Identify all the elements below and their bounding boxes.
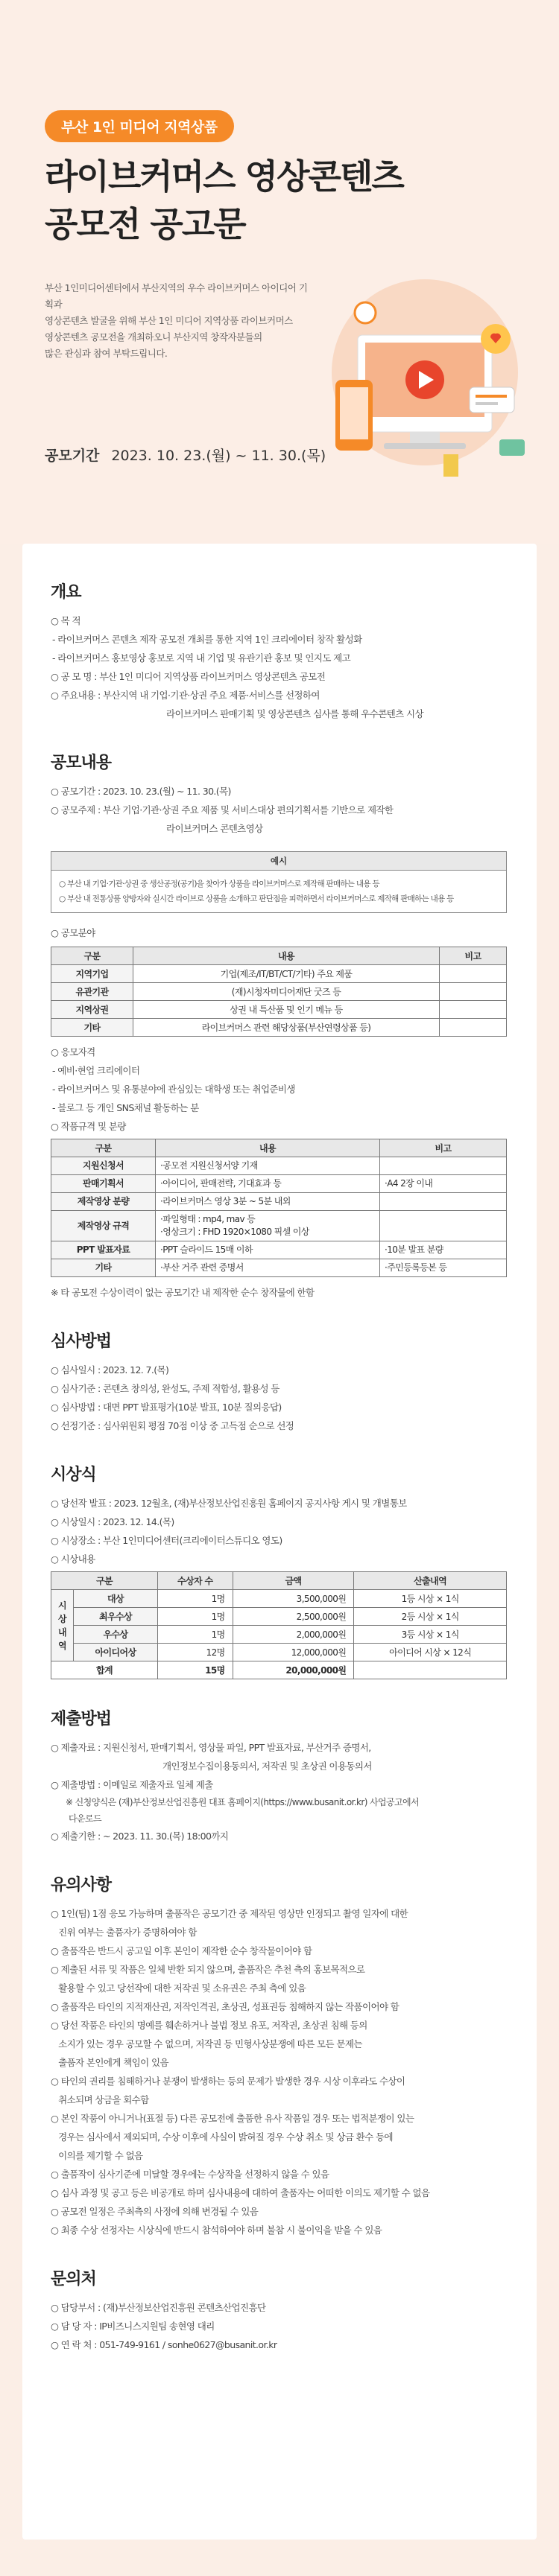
hero-banner bbox=[0, 0, 559, 544]
caution-line: 취소되며 상금을 회수함 bbox=[51, 2094, 149, 2105]
table-cell: 상권 내 특산품 및 인기 메뉴 등 bbox=[133, 1001, 440, 1019]
table-row bbox=[51, 1644, 507, 1661]
table-cell: 12,000,000원 bbox=[233, 1644, 354, 1661]
smartphone-screen bbox=[340, 387, 368, 439]
table-header: 구분 bbox=[51, 1572, 158, 1590]
table-cell: 제작영상 규격 bbox=[51, 1211, 156, 1241]
like-bubble-icon bbox=[355, 302, 376, 323]
contents-line: ○ 공모주제 : 부산 기업·기관·상권 주요 제품 및 서비스대상 편의기획서를 기반으로 제작한 bbox=[51, 804, 394, 815]
section-title: 시상식 bbox=[51, 1466, 96, 1484]
table-cell: 유관기관 bbox=[51, 983, 133, 1001]
chat-line-icon bbox=[476, 395, 507, 398]
prize-table bbox=[51, 1571, 507, 1679]
table-row bbox=[51, 1241, 507, 1259]
submit-line: ○ 제출기한 : ~ 2023. 11. 30.(목) 18:00까지 bbox=[51, 1831, 229, 1842]
table-row bbox=[51, 1626, 507, 1644]
table-row bbox=[51, 1608, 507, 1626]
contact-section bbox=[51, 2266, 507, 2354]
table-cell: 기타 bbox=[51, 1019, 133, 1037]
table-header: 내용 bbox=[156, 1139, 380, 1157]
award-line: ○ 시상내용 bbox=[51, 1553, 95, 1565]
chat-line-icon bbox=[476, 402, 498, 405]
submit-note: 다운로드 bbox=[69, 1813, 101, 1824]
caution-line: 소지가 있는 경우 공모할 수 없으며, 저작권 등 민형사상분쟁에 따른 모든 문제는 bbox=[51, 2038, 362, 2049]
submit-section bbox=[51, 1706, 507, 1845]
period-label: 공모기간 bbox=[45, 448, 100, 464]
table-row bbox=[51, 1211, 507, 1241]
table-cell: 지역상권 bbox=[51, 1001, 133, 1019]
table-cell bbox=[380, 1211, 507, 1241]
section-title: 심사방법 bbox=[51, 1332, 112, 1351]
table-row bbox=[51, 1019, 507, 1037]
table-cell: 기타 bbox=[51, 1259, 156, 1277]
table-header: 구분 bbox=[51, 1139, 156, 1157]
target-line: - 블로그 등 개인 SNS채널 활동하는 분 bbox=[52, 1102, 199, 1113]
review-line: ○ 심사일시 : 2023. 12. 7.(목) bbox=[51, 1364, 169, 1376]
intro-text bbox=[45, 280, 313, 362]
table-cell: ·주민등록등본 등 bbox=[380, 1259, 507, 1277]
table-cell: 2등 시상 × 1식 bbox=[354, 1608, 507, 1626]
table-cell: 우수상 bbox=[74, 1626, 158, 1644]
table-row bbox=[51, 983, 507, 1001]
table-cell bbox=[440, 1019, 507, 1037]
table-cell: ·아이디어, 판매전략, 기대효과 등 bbox=[156, 1175, 380, 1193]
example-line: ○ 부산 내 기업·기관·상권 중 생산공정(공기)을 찾아가 상품을 라이브커머스로 제작해 판매하는 내용 등 bbox=[59, 880, 379, 888]
example-title: 예시 bbox=[51, 852, 506, 871]
table-cell bbox=[440, 983, 507, 1001]
table-cell: 3등 시상 × 1식 bbox=[354, 1626, 507, 1644]
example-box bbox=[51, 851, 507, 913]
award-section bbox=[51, 1462, 507, 1679]
intro-line: 영상콘텐츠 발굴을 위해 부산 1인 미디어 지역상품 라이브커머스 bbox=[45, 315, 293, 326]
spec-table bbox=[51, 1139, 507, 1277]
overview-line: ○ 목 적 bbox=[51, 615, 81, 626]
table-cell: 1명 bbox=[157, 1590, 233, 1608]
table-cell: ·공모전 지원신청서양 기재 bbox=[156, 1157, 380, 1175]
caution-line: ○ 공모전 일정은 주최측의 사정에 의해 변경될 수 있음 bbox=[51, 2206, 259, 2217]
title-line-1: 라이브커머스 영상콘텐츠 bbox=[45, 156, 403, 197]
overview-line: - 라이브커머스 홍보영상 홍보로 지역 내 기업 및 유관기관 홍보 및 인지도 제고 bbox=[52, 652, 351, 664]
table-cell: 2,000,000원 bbox=[233, 1626, 354, 1644]
table-row bbox=[51, 1590, 507, 1608]
intro-line: 부산 1인미디어센터에서 부산지역의 우수 라이브커머스 아이디어 기획과 bbox=[45, 282, 308, 310]
section-title: 개요 bbox=[51, 583, 81, 602]
table-header: 비고 bbox=[440, 947, 507, 965]
contents-line: ○ 공모기간 : 2023. 10. 23.(월) ~ 11. 30.(목) bbox=[51, 786, 231, 797]
shopping-bag-icon bbox=[499, 439, 525, 456]
table-cell: 아이디어 시상 × 12식 bbox=[354, 1644, 507, 1661]
table-row bbox=[51, 1259, 507, 1277]
period-value: 2023. 10. 23.(월) ~ 11. 30.(목) bbox=[111, 448, 326, 464]
live-commerce-illustration bbox=[313, 268, 537, 492]
caution-line: 이의를 제기할 수 없음 bbox=[51, 2150, 143, 2161]
table-cell: PPT 발표자료 bbox=[51, 1241, 156, 1259]
table-cell: 아이디어상 bbox=[74, 1644, 158, 1661]
table-cell: 1등 시상 × 1식 bbox=[354, 1590, 507, 1608]
table-cell: 3,500,000원 bbox=[233, 1590, 354, 1608]
section-title: 문의처 bbox=[51, 2270, 96, 2289]
contact-line: ○ 연 락 처 : 051-749-9161 / sonhe0627@busanit.or.kr bbox=[51, 2339, 277, 2350]
table-cell: 20,000,000원 bbox=[233, 1661, 354, 1679]
caution-line: 출품자 본인에게 책임이 있음 bbox=[51, 2057, 168, 2068]
table-cell: 기업(제조/IT/BT/CT/기타) 주요 제품 bbox=[133, 965, 440, 983]
table-row bbox=[51, 1157, 507, 1175]
table-cell: ·파일형태 : mp4, mav 등 ·영상크기 : FHD 1920×1080 픽셀 이상 bbox=[156, 1211, 380, 1241]
table-cell: 대상 bbox=[74, 1590, 158, 1608]
table-row bbox=[51, 1175, 507, 1193]
table-cell: 최우수상 bbox=[74, 1608, 158, 1626]
table-cell: 1명 bbox=[157, 1626, 233, 1644]
example-line: ○ 부산 내 전통상품 양방자와 실시간 라이브로 상품을 소개하고 판단점을 피력하면서 라이브커머스로 제작해 판매하는 내용 등 bbox=[59, 894, 454, 903]
spec-label: ○ 작품규격 및 분량 bbox=[51, 1121, 126, 1132]
table-cell bbox=[380, 1157, 507, 1175]
table-cell: ·10분 발표 분량 bbox=[380, 1241, 507, 1259]
target-line: - 예비·현업 크리에이터 bbox=[52, 1065, 140, 1076]
table-header: 구분 bbox=[51, 947, 133, 965]
table-cell: 지원신청서 bbox=[51, 1157, 156, 1175]
submit-line: 개인정보수집이용동의서, 저작권 및 초상권 이용동의서 bbox=[162, 1761, 372, 1772]
caution-line: 경우는 심사에서 제외되며, 수상 이후에 사실이 밝혀질 경우 수상 취소 및 상금 환수 등에 bbox=[51, 2131, 393, 2143]
table-cell: ·라이브커머스 영상 3분 ~ 5분 내외 bbox=[156, 1193, 380, 1211]
announcement-card bbox=[22, 544, 537, 2540]
table-header: 산출내역 bbox=[354, 1572, 507, 1590]
prize-group-label: 시 상 내 역 bbox=[51, 1590, 74, 1661]
table-cell: 1명 bbox=[157, 1608, 233, 1626]
table-cell: ·부산 거주 관련 증명서 bbox=[156, 1259, 380, 1277]
table-cell bbox=[380, 1193, 507, 1211]
caution-line: ○ 제출된 서류 및 작품은 일체 반환 되지 않으며, 출품작은 추천 측의 홍보목적으로 bbox=[51, 1964, 365, 1975]
contents-section bbox=[51, 750, 507, 1302]
caution-line: 진위 여부는 출품자가 증명하여야 함 bbox=[51, 1927, 197, 1938]
intro-line: 영상콘텐츠 공모전을 개최하오니 부산지역 창작자분들의 bbox=[45, 331, 262, 343]
caution-line: ○ 1인(팀) 1점 응모 가능하며 출품작은 공모기간 중 제작된 영상만 인정되고 촬영 일자에 대한 bbox=[51, 1908, 408, 1919]
table-cell: 합계 bbox=[51, 1661, 158, 1679]
field-label: ○ 공모분야 bbox=[51, 927, 95, 938]
section-title: 유의사항 bbox=[51, 1876, 112, 1895]
table-header: 수상자 수 bbox=[157, 1572, 233, 1590]
table-cell: 2,500,000원 bbox=[233, 1608, 354, 1626]
intro-line: 많은 관심과 참여 부탁드립니다. bbox=[45, 348, 168, 359]
submit-note: ※ 신청양식은 (재)부산정보산업진흥원 대표 홈페이지(https://www.busanit.or.kr) 사업공고에서 bbox=[66, 1797, 419, 1807]
caution-list bbox=[51, 1904, 507, 2239]
table-total-row bbox=[51, 1661, 507, 1679]
contest-period bbox=[45, 445, 326, 465]
monitor-base bbox=[384, 443, 466, 449]
caution-line: ○ 출품작은 타인의 지적재산권, 저작인격권, 초상권, 성표권등 침해하지 않는 작품이어야 함 bbox=[51, 2001, 399, 2012]
caution-line: ○ 타인의 권리를 침해하거나 분쟁이 발생하는 등의 문제가 발생한 경우 시상 이후라도 수상이 bbox=[51, 2076, 405, 2087]
review-line: ○ 선정기준 : 심사위원회 평점 70점 이상 중 고득점 순으로 선정 bbox=[51, 1420, 294, 1431]
contact-line: ○ 담 당 자 : IP비즈니스지원팀 송현영 대리 bbox=[51, 2321, 215, 2332]
table-cell: ·PPT 슬라이드 15매 이하 bbox=[156, 1241, 380, 1259]
chat-bubble-icon bbox=[470, 387, 514, 413]
overview-line: - 라이브커머스 콘텐츠 제작 공모전 개최를 통한 지역 1인 크리에이터 창작 활성화 bbox=[52, 634, 362, 645]
caution-line: ○ 출품작은 반드시 공고일 이후 본인이 제작한 순수 창작물이어야 함 bbox=[51, 1945, 312, 1956]
overview-line: ○ 주요내용 : 부산지역 내 기업·기관·상권 주요 제품·서비스를 선정하여 bbox=[51, 690, 320, 701]
review-line: ○ 심사기준 : 콘텐츠 창의성, 완성도, 주제 적합성, 활용성 등 bbox=[51, 1383, 280, 1394]
table-cell: 지역기업 bbox=[51, 965, 133, 983]
spec-note: ※ 타 공모전 수상이력이 없는 공모기간 내 제작한 순수 창작물에 한함 bbox=[51, 1287, 315, 1298]
table-cell bbox=[354, 1661, 507, 1679]
award-line: ○ 당선작 발표 : 2023. 12월초, (재)부산정보산업진흥원 홈페이지 공지사항 게시 및 개별통보 bbox=[51, 1498, 407, 1509]
submit-line: ○ 제출자료 : 지원신청서, 판매기획서, 영상물 파일, PPT 발표자료, 부산거주 증명서, bbox=[51, 1742, 371, 1753]
table-cell: ·A4 2장 이내 bbox=[380, 1175, 507, 1193]
submit-line: ○ 제출방법 : 이메일로 제출자료 일체 제출 bbox=[51, 1779, 213, 1790]
target-line: - 라이브커머스 및 유통분야에 관심있는 대학생 또는 취업준비생 bbox=[52, 1084, 295, 1095]
caution-line: ○ 본인 작품이 아니거나(표절 등) 다른 공모전에 출품한 유사 작품일 경우 또는 법적분쟁이 있는 bbox=[51, 2113, 414, 2124]
contents-line: 라이브커머스 콘텐츠영상 bbox=[166, 823, 263, 834]
table-cell: 라이브커머스 관련 해당상품(부산연령상품 등) bbox=[133, 1019, 440, 1037]
table-cell bbox=[440, 965, 507, 983]
caution-line: ○ 당선 작품은 타인의 명예를 훼손하거나 불법 정보 유포, 저작권, 초상권 침해 등의 bbox=[51, 2020, 367, 2031]
caution-section bbox=[51, 1872, 507, 2239]
overview-line: ○ 공 모 명 : 부산 1인 미디어 지역상품 라이브커머스 영상콘텐츠 공모전 bbox=[51, 671, 326, 682]
review-section bbox=[51, 1329, 507, 1435]
table-row bbox=[51, 1193, 507, 1211]
section-title: 제출방법 bbox=[51, 1710, 112, 1729]
overview-section bbox=[51, 579, 507, 723]
table-header: 금액 bbox=[233, 1572, 354, 1590]
table-row bbox=[51, 1001, 507, 1019]
table-cell: 15명 bbox=[157, 1661, 233, 1679]
overview-line: 라이브커머스 판매기획 및 영상콘텐츠 심사를 통해 우수콘텐츠 시상 bbox=[166, 708, 423, 719]
title-line-2: 공모전 공고문 bbox=[45, 204, 245, 244]
caution-line: 활용할 수 있고 당선작에 대한 저작권 및 소유권은 주최 측에 있음 bbox=[51, 1982, 306, 1994]
award-line: ○ 시상장소 : 부산 1인미디어센터(크리에이터스튜디오 영도) bbox=[51, 1535, 282, 1546]
target-label: ○ 응모자격 bbox=[51, 1046, 95, 1058]
page-title bbox=[45, 153, 403, 248]
award-line: ○ 시상일시 : 2023. 12. 14.(목) bbox=[51, 1516, 174, 1527]
table-header: 비고 bbox=[380, 1139, 507, 1157]
table-cell bbox=[440, 1001, 507, 1019]
caution-line: ○ 심사 과정 및 공고 등은 비공개로 하며 심사내용에 대하여 출품자는 어떠한 이의도 제기할 수 없음 bbox=[51, 2187, 430, 2198]
category-pill: 부산 1인 미디어 지역상품 bbox=[45, 110, 234, 142]
caution-line: ○ 출품작이 심사기준에 미달할 경우에는 수상작을 선정하지 않을 수 있음 bbox=[51, 2169, 329, 2180]
caution-line: ○ 최종 수상 선정자는 시상식에 반드시 참석하여야 하며 불참 시 불이익을 받을 수 있음 bbox=[51, 2224, 382, 2236]
section-title: 공모내용 bbox=[51, 754, 112, 772]
table-cell: 12명 bbox=[157, 1644, 233, 1661]
field-table bbox=[51, 947, 507, 1037]
review-line: ○ 심사방법 : 대면 PPT 발표평가(10분 발표, 10분 질의응답) bbox=[51, 1402, 282, 1413]
contact-line: ○ 담당부서 : (재)부산정보산업진흥원 콘텐츠산업진흥단 bbox=[51, 2302, 266, 2313]
table-row bbox=[51, 965, 507, 983]
product-box-icon bbox=[443, 454, 458, 477]
table-cell: 제작영상 분량 bbox=[51, 1193, 156, 1211]
table-cell: 판매기획서 bbox=[51, 1175, 156, 1193]
table-cell: (재)시청자미디어재단 굿즈 등 bbox=[133, 983, 440, 1001]
table-header: 내용 bbox=[133, 947, 440, 965]
